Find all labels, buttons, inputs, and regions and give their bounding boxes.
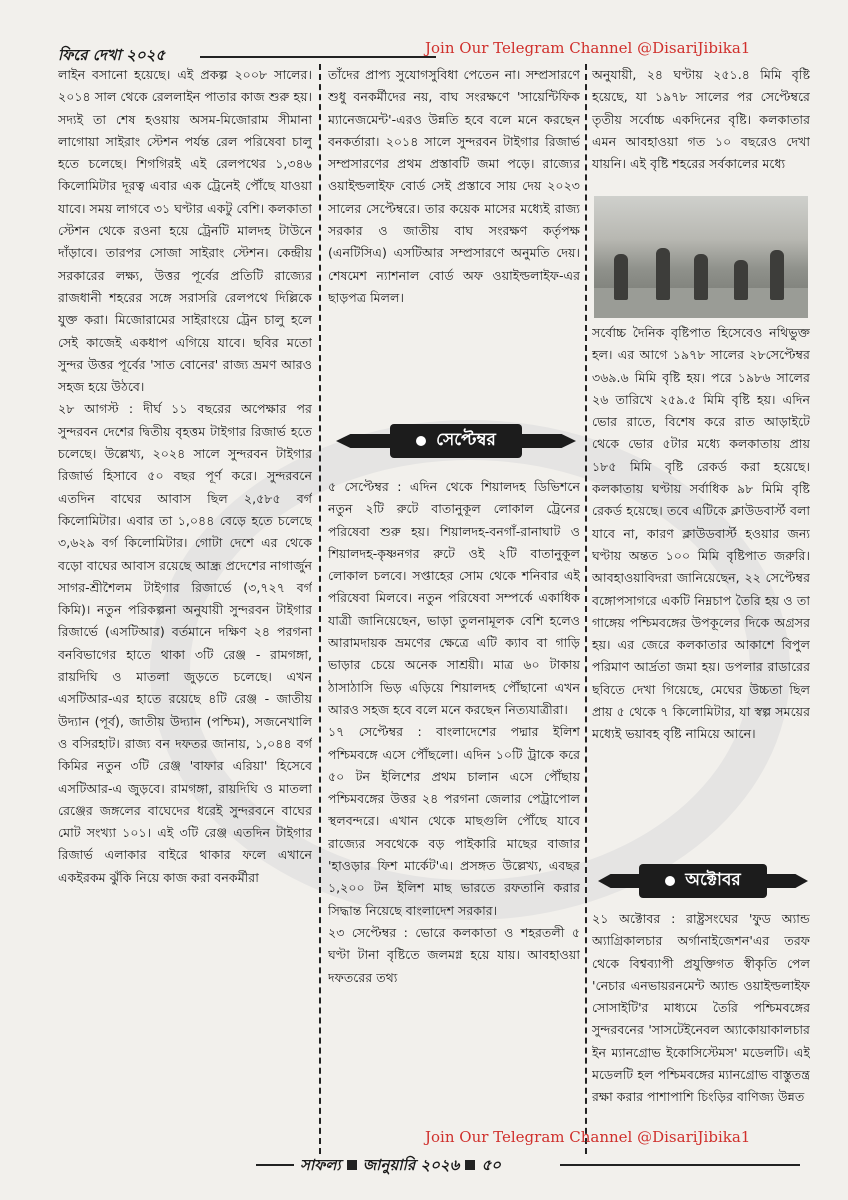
footer-brand: সাফল্য xyxy=(300,1156,341,1174)
paragraph-rain-cont: অনুযায়ী, ২৪ ঘণ্টায় ২৫১.৪ মিমি বৃষ্টি হয়েছে, যা ১৯৭৮ সালের পর সেপ্টেম্বরে তৃতীয় সর্বোচ্চ একদিনের বৃষ্টি। কলকাতার এমন আবহাওয়া গত ১০ বছরেও দেখা যায়নি। এই বৃষ্টি শহরের সর্বকালের মধ্যে xyxy=(592,67,810,172)
column-divider-2 xyxy=(585,64,588,1154)
bullet-dot-icon xyxy=(665,876,675,886)
telegram-watermark-bottom: Join Our Telegram Channel @DisariJibika1 xyxy=(425,1128,751,1146)
bullet-dot-icon xyxy=(416,436,426,446)
telegram-watermark-top: Join Our Telegram Channel @DisariJibika1 xyxy=(425,39,751,57)
column-3-top xyxy=(592,64,810,190)
month-banner-october xyxy=(598,864,808,898)
paragraph-sep17: ১৭ সেপ্টেম্বর : বাংলাদেশের পদ্মার ইলিশ পশ্চিমবঙ্গে এসে পৌঁছলো। এদিন ১০টি ট্রাকে করে ৫০ টন ইলিশের প্রথম চালান এসে পৌঁছায় পশ্চিমবঙ্গের উত্তর ২৪ পরগনা জেলার পেট্রাপোল স্থলবন্দরে। এখান থেকে মাছগুলি পৌঁছে যাবে রাজ্যের সবথেকে বড় পাইকারি মাছের বাজার 'হাওড়ার ফিশ মার্কেট'এ। প্রসঙ্গত উল্লেখ্য, এবছর ১,২০০ টন ইলিশ মাছ ভারতে রফতানি করার সিদ্ধান্ত নিয়েছে বাংলাদেশ সরকার। xyxy=(328,724,580,918)
footer-rule-left xyxy=(256,1164,294,1166)
column-3-bottom xyxy=(592,908,810,1154)
flood-photo xyxy=(594,196,808,318)
paragraph-sep5: ৫ সেপ্টেম্বর : এদিন থেকে শিয়ালদহ ডিভিশনে নতুন ২টি রুটে বাতানুকূল লোকাল ট্রেনের পরিষেবা শুরু হয়। শিয়ালদহ-বনগাঁ-রানাঘাট ও শিয়ালদহ-কৃষ্ণনগর রুটে ওই ২টি বাতানুকূল লোকাল চলবে। সপ্তাহের সোম থেকে শনিবার এই পরিষেবা মিলবে। নতুন পরিষেবা সম্পর্কে একাধিক যাত্রী জানিয়েছেন, ভাড়া তুলনামূলক বেশি হলেও আরামদায়ক ভ্রমণের ক্ষেত্রে এটি ক্যাব বা গাড়ি ভাড়ার চেয়ে অনেক সাশ্রয়ী। মাত্র ৬০ টাকায় ঠাসাঠাসি ভিড় এড়িয়ে শিয়ালদহ পৌঁছানো এখন আরও সহজ হবে বলে মনে করছেন নিত্যযাত্রীরা। xyxy=(328,479,580,717)
header-rule xyxy=(200,56,436,58)
square-bullet-icon xyxy=(347,1160,357,1170)
banner-label: অক্টোবর xyxy=(685,870,741,890)
column-3-middle xyxy=(592,322,810,842)
footer xyxy=(300,1154,501,1179)
paragraph-rain-record: সর্বোচ্চ দৈনিক বৃষ্টিপাত হিসেবেও নথিভুক্ত হল। এর আগে ১৯৭৮ সালের ২৮সেপ্টেম্বর ৩৬৯.৬ মিমি বৃষ্টি হয়। পরে ১৯৮৬ সালের ২৬ তারিখে ২৫৯.৫ মিমি বৃষ্টি হয়। এদিন ভোর রাতে, বিশেষ করে রাত আড়াইটে থেকে ভোর ৫টার মধ্যে কলকাতায় প্রায় ১৮৫ মিমি বৃষ্টি রেকর্ড করা হয়েছে। কলকাতায় ঘণ্টায় সর্বাধিক ৯৮ মিমি বৃষ্টি রেকর্ড হয়েছে। তবে এটিকে ক্লাউডবার্স্ট বলা যাবে না, কারণ ক্লাউডবার্স্ট হওয়ার জন্য ঘণ্টায় অন্তত ১০০ মিমি বৃষ্টিপাত জরুরি। আবহাওয়াবিদরা জানিয়েছেন, ২২ সেপ্টেম্বর বঙ্গোপসাগরে একটি নিম্নচাপ তৈরি হয় ও তা গাঙ্গেয় পশ্চিমবঙ্গের উপকূলের দিকে অগ্রসর হয়। এর জেরে কলকাতার আকাশে বিপুল পরিমাণ আর্দ্রতা জমা হয়। ডপলার রাডারের ছবিতে দেখা গিয়েছে, মেঘের উচ্চতা ছিল প্রায় ৫ থেকে ৭ কিলোমিটার, যা স্বল্প সময়ের মধ্যেই ভয়াবহ বৃষ্টি নামিয়ে আনে। xyxy=(592,325,810,742)
paragraph-sep23: ২৩ সেপ্টেম্বর : ভোরে কলকাতা ও শহরতলী ৫ ঘণ্টা টানা বৃষ্টিতে জলমগ্ন হয়ে যায়। আবহাওয়া দফতরের তথ্য xyxy=(328,924,580,985)
column-divider-1 xyxy=(319,64,322,1154)
footer-rule-right xyxy=(560,1164,800,1166)
paragraph-railway: লাইন বসানো হয়েছে। এই প্রকল্প ২০০৮ সালের। ২০১৪ সাল থেকে রেললাইন পাতার কাজ শুরু হয়। সদ্যই তা শেষ হওয়ায় অসম-মিজোরাম সীমানা লাগোয়া সাইরাং স্টেশন পর্যন্ত রেল পরিষেবা চালু হতে চলেছে। শিগগিরই এই রেলপথের ১,৩৪৬ কিলোমিটার দূরত্ব এবার এক ট্রেনেই পৌঁছে যাওয়া যাবে। সময় লাগবে ৩১ ঘণ্টার একটু বেশি। কলকাতা স্টেশন থেকে রওনা হয়ে ট্রেনটি মালদহ টাউনে দাঁড়াবে। তারপর সোজা সাইরাং স্টেশন। কেন্দ্রীয় সরকারের লক্ষ্য, উত্তর পূর্বের প্রতিটি রাজ্যের রাজধানী শহরের সঙ্গে সরাসরি রেলপথে দিল্লিকে যুক্ত করা। মিজোরামের সাইরাংয়ে ট্রেন চালু হলে সেই কাজেই একধাপ এগিয়ে যাবে। ছবির মতো সুন্দর উত্তর পূর্বের 'সাত বোনের' রাজ্য ভ্রমণ আরও সহজ হয়ে উঠবে। xyxy=(58,67,312,395)
column-1 xyxy=(58,64,312,1160)
square-bullet-icon xyxy=(465,1160,475,1170)
paragraph-oct21: ২১ অক্টোবর : রাষ্ট্রসংঘের 'ফুড অ্যান্ড অ্যাগ্রিকালচার অর্গানাইজেশন'এর তরফ থেকে বিশ্বব্যাপী প্রযুক্তিগত স্বীকৃতি পেল 'নেচার এনভায়রনমেন্ট অ্যান্ড ওয়াইল্ডলাইফ সোসাইটি'র মাধ্যমে তৈরি পশ্চিমবঙ্গের সুন্দরবনের 'সাসটেইনেবল অ্যাকোয়াকালচার ইন ম্যানগ্রোভ ইকোসিস্টেমস' মডেলটি। এই মডেলটি হল পশ্চিমবঙ্গের ম্যানগ্রোভ বাস্তুতন্ত্র রক্ষা করার পাশাপাশি চিংড়ির বাণিজ্য উন্নত xyxy=(592,911,810,1105)
column-2-bottom xyxy=(328,476,580,1156)
footer-month: জানুয়ারি ২০২৬ xyxy=(362,1156,460,1174)
section-header-title: ফিরে দেখা ২০২৫ xyxy=(58,46,166,64)
paragraph-tiger-reserve-cont: তাঁদের প্রাপ্য সুযোগসুবিধা পেতেন না। সম্প্রসারণে শুধু বনকর্মীদের নয়, বাঘ সংরক্ষণে 'সায়েন্টিফিক ম্যানেজমেন্ট'-এরও উন্নতি হবে বলে মনে করছেন বনকর্তারা। ২০১৪ সালে সুন্দরবন টাইগার রিজার্ভ সম্প্রসারণের প্রথম প্রস্তাবটি জমা পড়ে। রাজ্যের ওয়াইল্ডলাইফ বোর্ড সেই প্রস্তাবে সায় দেয় ২০২৩ সালের সেপ্টেম্বরে। তার কয়েক মাসের মধ্যেই রাজ্য সরকার ও জাতীয় বাঘ সংরক্ষণ কর্তৃপক্ষ (এনটিসিএ) এসটিআর সম্প্রসারণে অনুমতি দেয়। শেষমেশ ন্যাশনাল বোর্ড অফ ওয়াইল্ডলাইফ-এর ছাড়পত্র মিলল। xyxy=(328,67,580,305)
banner-label: সেপ্টেম্বর xyxy=(436,430,496,450)
month-banner-september xyxy=(336,424,576,458)
column-2-top xyxy=(328,64,580,400)
page-number: ৫০ xyxy=(481,1156,501,1174)
paragraph-aug28-tiger-reserve: ২৮ আগস্ট : দীর্ঘ ১১ বছরের অপেক্ষার পর সুন্দরবন দেশের দ্বিতীয় বৃহত্তম টাইগার রিজার্ভ হতে চলেছে। উল্লেখ্য, ২০২৪ সালে সুন্দরবন টাইগার রিজার্ভ হিসাবে ৫০ বছর পূর্ণ করে। সুন্দরবনে এতদিন বাঘের আবাস ছিল ২,৫৮৫ বর্গ কিলোমিটার। এবার তা ১,০৪৪ বেড়ে হতে চলেছে ৩,৬২৯ বর্গ কিলোমিটার। গোটা দেশে এর থেকে বড়ো বাঘের আবাস রয়েছে আন্ধ্র প্রদেশের নাগার্জুন সাগর-শ্রীশৈলম টাইগার রিজার্ভে (৩,৭২৭ বর্গ কিমি)। নতুন পরিকল্পনা অনুযায়ী সুন্দরবন টাইগার রিজার্ভে (এসটিআর) বর্তমানে দক্ষিণ ২৪ পরগনা বনবিভাগের হাতে থাকা ৩টি রেঞ্জ - রামগঙ্গা, রায়দিঘি ও মাতলা জুড়তে চলেছে। এখন এসটিআর-এর হাতে রয়েছে ৪টি রেঞ্জ - জাতীয় উদ্যান (পূর্ব), জাতীয় উদ্যান (পশ্চিম), সজনেখালি ও বসিরহাট। রাজ্য বন দফতর জানায়, ১,০৪৪ বর্গ কিমির নতুন ৩টি রেঞ্জ 'বাফার এরিয়া' হিসেবে এসটিআর-এ জুড়বে। রামগঙ্গা, রায়দিঘি ও মাতলা রেঞ্জের জঙ্গলের বাঘেদের ধরেই সুন্দরবনে বাঘের মোট সংখ্যা ১০১। এই ৩টি রেঞ্জ এতদিন টাইগার রিজার্ভ এলাকার বাইরে থাকার ফলে এখানে একইরকম ঝুঁকি নিয়ে কাজ করা বনকর্মীরা xyxy=(58,401,312,885)
